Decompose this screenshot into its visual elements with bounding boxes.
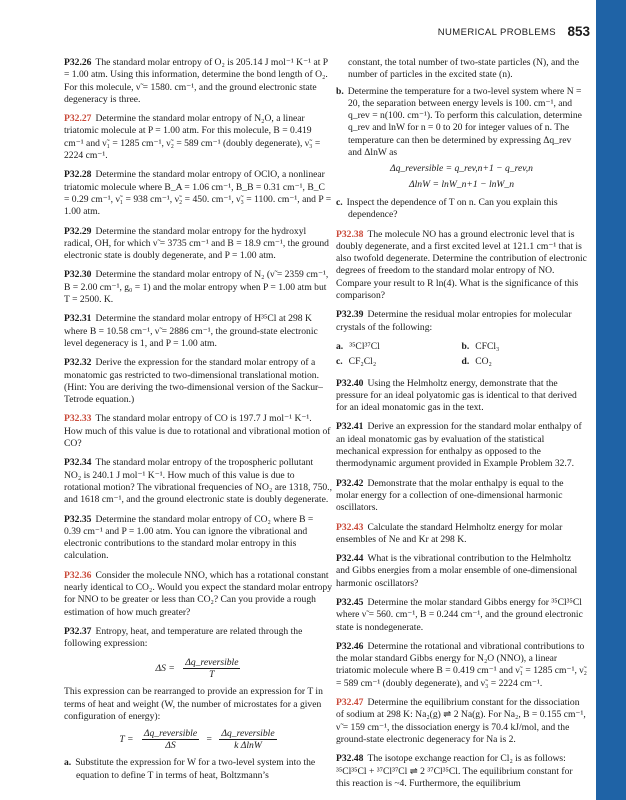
problem-number: P32.38: [336, 228, 364, 240]
problem-text: The standard molar entropy of the tropospheric pollutant NO₂ is 240.1 J mol⁻¹ K⁻¹. How much of this value is due to rotational motion? The vibrational frequencies of NO₂ are 1318, 750., and 1618 cm⁻¹, and the ground electronic state is doubly degenerate.: [64, 457, 332, 506]
problem-text: Determine the rotational and vibrational contributions to the molar standard Gibbs energy for N₂O (NNO), a linear triatomic molecule where B = 0.419 cm⁻¹ and ν̃₁ = 1285 cm⁻¹, ν̃₂ = 589 cm⁻¹ (doubly degenerate), and ν̃₃ = 2224 cm⁻¹.: [336, 640, 587, 689]
part-a-continuation: constant, the total number of two-state particles (N), and the number of particles in the excited state (n).: [348, 57, 579, 81]
problem-text: Determine the molar standard Gibbs energy for ³⁵Cl³⁵Cl where ν̃ = 560. cm⁻¹, B = 0.244 cm⁻¹, and the ground electronic state is nondegenerate.: [336, 596, 583, 633]
problem-p32-40: [336, 378, 587, 415]
part-a-text: Substitute the expression for W for a two-level system into the equation to define T in terms of heat, Boltzmann’s: [75, 757, 316, 781]
problem-number: P32.46: [336, 640, 364, 652]
problem-text: Derive the expression for the standard molar entropy of a monatomic gas restricted to two-dimensional translational motion. (Hint: You are deriving the two-dimensional version of the Sackur–Tetrode equation.): [64, 357, 323, 406]
problem-number: P32.28: [64, 169, 92, 181]
problem-number: P32.33: [64, 413, 92, 425]
problem-p32-41: [336, 421, 587, 470]
problem-number: P32.39: [336, 309, 364, 321]
problem-p32-46: [336, 641, 587, 690]
page-number: 853: [567, 24, 590, 39]
problem-p32-26: [64, 57, 332, 106]
problem-p32-28: [64, 169, 332, 218]
problem-text: Entropy, heat, and temperature are related through the following expression:: [64, 625, 303, 650]
problem-number: P32.42: [336, 477, 364, 489]
problem-number: P32.29: [64, 225, 92, 237]
item-b: b. CFCl₃: [461, 340, 500, 352]
item-c: c. CF₂Cl₂: [336, 356, 377, 368]
problem-p32-33: [64, 413, 332, 450]
problem-text: Derive an expression for the standard molar enthalpy of an ideal monatomic gas by evaluation of the statistical mechanical expression for enthalpy as opposed to the thermodynamic argument provided in Example Problem 32.7.: [336, 421, 582, 470]
eq2-denominator-2: k ΔlnW: [234, 740, 262, 752]
problem-number: P32.30: [64, 269, 92, 281]
eq1-numerator: Δq_reversible: [185, 657, 239, 669]
page-header: [340, 24, 590, 40]
problem-p32-38: [336, 229, 587, 303]
eq1-lhs: ΔS =: [155, 662, 175, 674]
problem-text: Determine the residual molar entropies for molecular crystals of the following:: [336, 309, 572, 333]
item-d: d. CO₂: [461, 356, 492, 368]
problem-p32-42: [336, 478, 587, 515]
problem-p32-32: [64, 357, 332, 406]
problem-number: P32.34: [64, 457, 92, 469]
item-a: a. ³⁵Cl³⁷Cl: [336, 340, 380, 352]
problem-p32-48: [336, 753, 587, 790]
p3239-items: [336, 341, 587, 372]
p3237-part-c: [336, 197, 587, 222]
problem-text: Determine the standard molar entropy of OClO, a nonlinear triatomic molecule where B_A = 1.06 cm⁻¹, B_B = 0.31 cm⁻¹, B_C = 0.29 cm⁻¹, ν̃₁ = 938 cm⁻¹, ν̃₂ = 450. cm⁻¹, ν̃₃ = 1100. cm⁻¹, and P = 1.00 atm.: [64, 169, 332, 218]
problem-number: P32.37: [64, 625, 92, 637]
problem-p32-47: [336, 697, 587, 746]
problem-text: The standard molar entropy of O₂ is 205.14 J mol⁻¹ K⁻¹ at P = 1.00 atm. Using this information, determine the bond length of O₂. For this molecule, ν̃ = 1580. cm⁻¹, and the ground electronic state degeneracy is three.: [64, 57, 328, 105]
equation-temperature: [64, 728, 332, 751]
problem-p32-37: [64, 626, 332, 651]
p3237-continuation: This expression can be rearranged to provide an expression for T in terms of heat and weight (W, the number of microstates for a given configuration of energy):: [64, 686, 323, 723]
left-column: [64, 57, 332, 786]
problem-number: P32.40: [336, 377, 364, 389]
part-a-label: a.: [64, 757, 72, 769]
chapter-edge-tab: [596, 0, 626, 800]
part-b-text: Determine the temperature for a two-level system where N = 20, the separation between energy levels is 100. cm⁻¹, and q_rev = n(100. cm⁻¹). To perform this calculation, determine q_rev and lnW for n = 0 to 20 for integer values of n. The temperature can then be determined by expressing Δq_rev and ΔlnW as: [347, 85, 582, 159]
problem-text: Using the Helmholtz energy, demonstrate that the pressure for an ideal polyatomic gas is identical to that derived for an ideal monatomic gas in the text.: [336, 377, 577, 414]
problem-p32-35: [64, 514, 332, 563]
eq3-line-1: Δq_reversible = q_rev,n+1 − q_rev,n: [390, 163, 533, 175]
problem-text: What is the vibrational contribution to the Helmholtz and Gibbs energies from a molar ensemble of one-dimensional harmonic oscillators?: [336, 553, 578, 589]
problem-text: Determine the equilibrium constant for the dissociation of sodium at 298 K: Na₂(g) ⇌ 2 Na(g). For Na₂, B = 0.155 cm⁻¹, ν̃ = 159 cm⁻¹, the dissociation energy is 70.4 kJ/mol, and the ground-state electronic degeneracy for Na is 2.: [336, 697, 586, 745]
eq2-numerator-2: Δq_reversible: [221, 728, 275, 740]
problem-text: Demonstrate that the molar enthalpy is equal to the molar energy for a collection of one-dimensional harmonic oscillators.: [336, 477, 564, 514]
problem-p32-44: [336, 553, 587, 590]
problem-number: P32.43: [336, 521, 364, 533]
problem-p32-29: [64, 226, 332, 263]
problem-p32-31: [64, 313, 332, 350]
part-c-label: c.: [336, 196, 343, 208]
problem-number: P32.36: [64, 569, 92, 581]
problem-text: The isotope exchange reaction for Cl₂ is as follows: ³⁵Cl³⁵Cl + ³⁷Cl³⁷Cl ⇌ 2 ³⁷Cl³⁵Cl. The equilibrium constant for this reaction is ~4. Furthermore, the equilibrium: [336, 753, 573, 789]
problem-p32-43: [336, 522, 587, 547]
problem-text: Determine the standard molar entropy of H³⁵Cl at 298 K where B = 10.58 cm⁻¹, ν̃ = 2886 cm⁻¹, the ground-state electronic level degeneracy is 1, and P = 1.00 atm.: [64, 313, 318, 349]
problem-number: P32.45: [336, 596, 364, 608]
problem-p32-36: [64, 570, 332, 619]
right-column: [336, 57, 587, 797]
eq2-equals: =: [206, 733, 212, 745]
problem-number: P32.44: [336, 553, 364, 565]
p3237-part-a: [64, 757, 332, 782]
problem-number: P32.31: [64, 313, 92, 325]
equation-entropy: [64, 657, 332, 680]
problem-text: Calculate the standard Helmholtz energy for molar ensembles of Ne and Kr at 298 K.: [336, 521, 563, 545]
problem-text: Consider the molecule NNO, which has a rotational constant nearly identical to CO₂. Would you expect the standard molar entropy for NNO to be greater or less than CO₂? Can you provide a rough estimation of how much greater?: [64, 569, 333, 618]
problem-text: Determine the standard molar entropy of CO₂ where B = 0.39 cm⁻¹ and P = 1.00 atm. You can ignore the vibrational and electronic contributions to the standard molar entropy in this calculation.: [64, 513, 314, 562]
eq1-fraction: [183, 657, 240, 680]
problem-text: The standard molar entropy of CO is 197.7 J mol⁻¹ K⁻¹. How much of this value is due to rotational and vibrational motion of CO?: [64, 413, 331, 450]
problem-text: Determine the standard molar entropy for the hydroxyl radical, OH, for which ν̃ = 3735 cm⁻¹ and B = 18.9 cm⁻¹, the ground electronic state is doubly degenerate, and P = 1.00 atm.: [64, 225, 329, 262]
problem-number: P32.27: [64, 113, 92, 125]
eq3-line-2: ΔlnW = lnW_n+1 − lnW_n: [409, 178, 514, 190]
problem-number: P32.47: [336, 697, 364, 709]
problem-number: P32.32: [64, 357, 92, 369]
problem-p32-30: [64, 269, 332, 306]
eq2-lhs: T =: [119, 733, 134, 745]
part-c-text: Inspect the dependence of T on n. Can you explain this dependence?: [346, 196, 558, 221]
problem-number: P32.41: [336, 421, 364, 433]
problem-text: Determine the standard molar entropy of N₂O, a linear triatomic molecule at P = 1.00 atm. For this molecule, B = 0.419 cm⁻¹ and ν̃₁ = 1285 cm⁻¹, ν̃₂ = 589 cm⁻¹ (doubly degenerate), ν̃₃ = 2224 cm⁻¹.: [64, 113, 321, 162]
p3237-part-b: [336, 86, 587, 160]
problem-p32-34: [64, 457, 332, 506]
part-b-label: b.: [336, 85, 344, 97]
section-title: NUMERICAL PROBLEMS: [437, 27, 556, 38]
eq2-numerator-1: Δq_reversible: [143, 728, 198, 740]
eq2-denominator-1: ΔS: [165, 740, 176, 752]
problem-p32-27: [64, 113, 332, 162]
eq2-fraction-2: [219, 728, 276, 751]
eq1-denominator: T: [209, 669, 215, 681]
problem-text: Determine the standard molar entropy of N₂ (ν̃ = 2359 cm⁻¹, B = 2.00 cm⁻¹, g₀ = 1) and the molar entropy when P = 1.00 atm but T = 2500. K.: [64, 269, 329, 306]
problem-p32-45: [336, 597, 587, 634]
problem-number: P32.35: [64, 513, 92, 525]
problem-text: The molecule NO has a ground electronic level that is doubly degenerate, and a first excited level at 121.1 cm⁻¹ that is also twofold degenerate. Determine the contribution of electronic degrees of freedom to the standard molar entropy of NO. Compare your result to R ln(4). What is the significance of this comparison?: [336, 228, 587, 302]
problem-number: P32.48: [336, 753, 364, 765]
problem-p32-39: [336, 309, 587, 334]
eq2-fraction-1: [142, 728, 199, 751]
problem-number: P32.26: [64, 57, 92, 68]
